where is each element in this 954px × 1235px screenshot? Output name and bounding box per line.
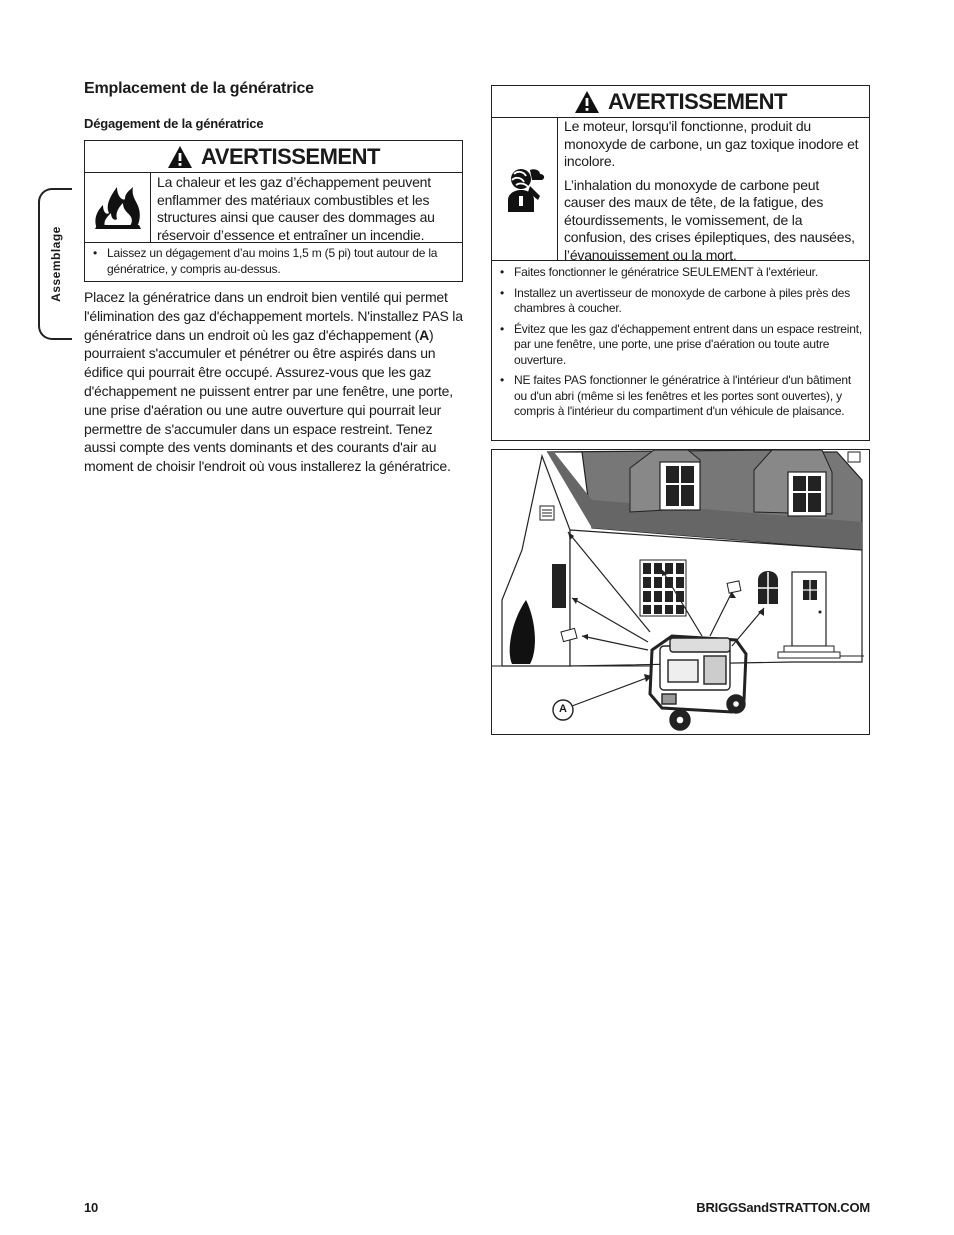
fire-icon [85,173,151,242]
section-side-tab [38,188,72,340]
section-title: Emplacement de la génératrice [84,80,314,97]
footer-site: BRIGGSandSTRATTON.COM [696,1200,870,1215]
warning-hazard-row [492,118,869,261]
callout-a-label: A [559,703,567,715]
co-warning-paragraph: L’inhalation du monoxyde de carbone peut causer des maux de tête, de la fatigue, des étourdissements, le vomissement, de la confusion, des crises épileptiques, des nausées, l’évanouissement ou la mort. [564,176,855,263]
side-tab-label: Assemblage [49,226,63,302]
list-item: • Laissez un dégagement d’au moins 1,5 m (5 pi) tout autour de la génératrice, y compris au-dessus. [89,246,458,277]
warning-header [492,86,869,118]
warning-triangle-icon [574,90,600,114]
list-item: • Installez un avertisseur de monoxyde de carbone à piles près des chambres à coucher. [496,286,865,317]
page-number: 10 [84,1200,99,1215]
fire-warning-bullets [89,246,458,277]
body-text: Placez la génératrice dans un endroit bien ventilé qui permet l'élimination des gaz d'échappement mortels. N'installez PAS la génératrice dans un endroit où les gaz d'échappement ( [84,289,463,343]
co-warning-box [491,85,870,441]
warning-header [85,141,462,173]
callout-reference: A [419,326,430,343]
warning-hazard-row [85,173,462,243]
list-item: • NE faites PAS fonctionner le génératrice à l'intérieur d'un bâtiment ou d'un abri (même si les fenêtres et les portes sont ouvertes), y compris à l'intérieur du compartiment d'un véhicule de plaisance. [496,373,865,420]
body-paragraph [84,288,466,476]
fire-warning-text: La chaleur et les gaz d’échappement peuvent enflammer des matériaux combustibles et les structures ainsi que causer des dommages au réservoir d’essence et entraîner un incendie. [157,174,435,243]
co-warning-bullets [496,265,865,420]
house-generator-illustration [491,449,870,735]
list-item: • Faites fonctionner le génératrice SEULEMENT à l'extérieur. [496,265,865,281]
toxic-fumes-icon [492,118,558,260]
co-warning-paragraph: Le moteur, lorsqu'il fonctionne, produit du monoxyde de carbone, un gaz toxique inodore et incolore. [564,118,859,169]
warning-triangle-icon [167,145,193,169]
warning-title: AVERTISSEMENT [608,88,787,114]
warning-title: AVERTISSEMENT [201,143,380,169]
subsection-title: Dégagement de la génératrice [84,116,264,131]
fire-warning-box [84,140,463,282]
body-text: ) pourraient s'accumuler et pénétrer ou être aspirés dans un édifice qui pourrait être occupé. Assurez-vous que les gaz d'échappement ne puissent entrer par une fenêtre, une porte, une prise d'aération ou une autre ouverture qui pourrait leur permettre de s'accumuler dans un espace restreint. Tenez aussi compte des vents dominants et des courants d'air au moment de choisir l'endroit où vous installerez la génératrice. [84,326,453,475]
list-item: • Évitez que les gaz d'échappement entrent dans un espace restreint, par une fenêtre, une porte, une prise d'aération ou toute autre ouverture. [496,322,865,369]
